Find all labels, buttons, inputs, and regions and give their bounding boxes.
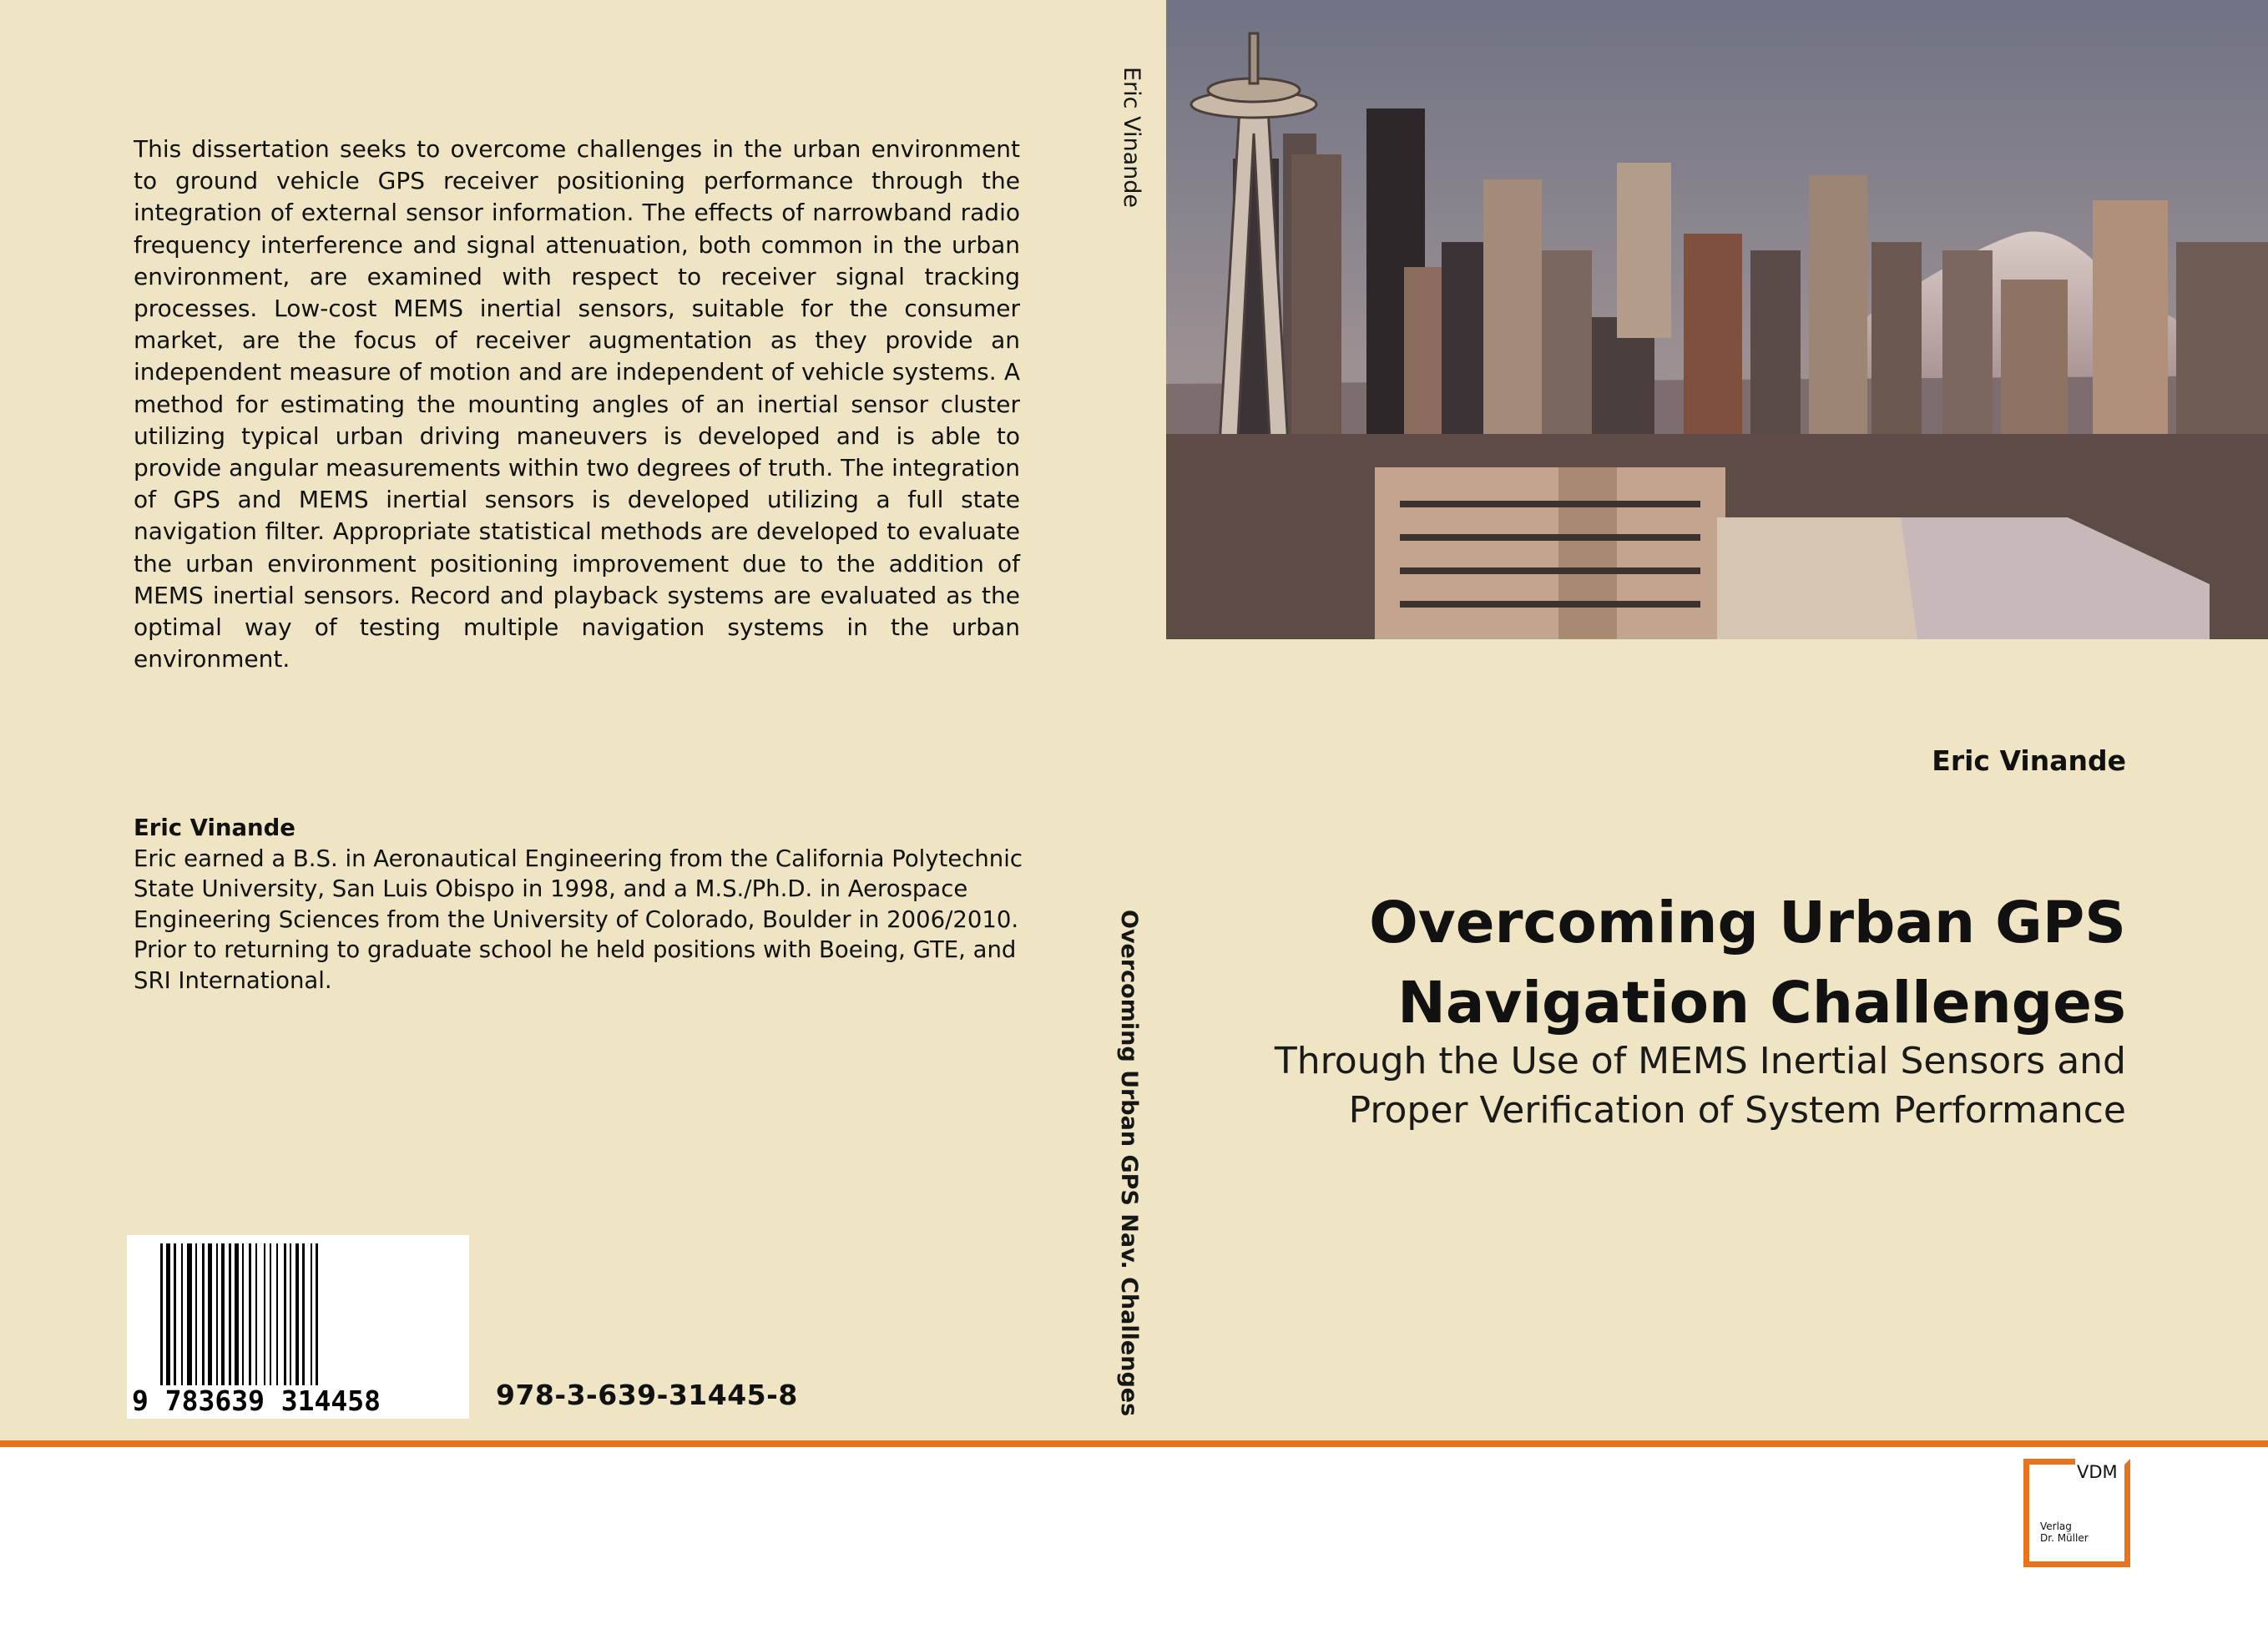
back-cover-blurb: This dissertation seeks to overcome challenges in the urban environment to ground vehicle GPS receiver positioning performance through the integration of external sensor information. The effects of narrowband radio frequency interference and signal attenuation, both common in the urban environment, are examined with respect to receiver signal tracking processes. Low-cost MEMS inertial sensors, suitable for the consumer market, are the focus of receiver augmentation as they provide an independent measure of motion and are independent of vehicle systems. A method for estimating the mounting angles of an inertial sensor cluster utilizing typical urban driving maneuvers is developed and is able to provide angular measurements within two degrees of truth. The integration of GPS and MEMS inertial sensors is developed utilizing a full state navigation filter. Appropriate statistical methods are developed to evaluate the urban environment positioning improvement due to the addition of MEMS inertial sensors. Record and playback systems are evaluated as the optimal way of testing multiple navigation systems in the urban environment.: [134, 135, 1020, 673]
logo-text: VDM: [2077, 1462, 2118, 1482]
author-bio: [134, 813, 1027, 996]
barcode-bar: [295, 1243, 299, 1385]
title-line: Overcoming Urban GPS: [1369, 890, 2126, 956]
logo-verlag: [2040, 1521, 2089, 1544]
bio-line: Engineering Sciences from the University of Colorado, Boulder in 2006/2010.: [134, 905, 1019, 933]
barcode-bar: [195, 1243, 197, 1385]
barcode-bar: [316, 1243, 318, 1385]
bio-line: Prior to returning to graduate school he held positions with Boeing, GTE, and: [134, 936, 1017, 963]
barcode-bar: [249, 1243, 251, 1385]
front-author: Eric Vinande: [1932, 744, 2126, 777]
barcode-bar: [202, 1243, 205, 1385]
barcode-bar: [255, 1243, 257, 1385]
spine-title: Overcoming Urban GPS Nav. Challenges: [1116, 910, 1142, 1417]
verlag-line: Verlag: [2040, 1521, 2072, 1532]
barcode-bar: [284, 1243, 286, 1385]
accent-stripe: [0, 1440, 2268, 1447]
isbn-number: 978-3-639-31445-8: [496, 1379, 798, 1411]
barcode-bar: [264, 1243, 265, 1385]
bio-line: SRI International.: [134, 966, 332, 994]
barcode: [127, 1235, 469, 1419]
publisher-logo: [2023, 1459, 2129, 1566]
logo-frame-top: [2023, 1459, 2075, 1465]
barcode-bar: [290, 1243, 291, 1385]
barcode-bar: [174, 1243, 176, 1385]
barcode-bar: [221, 1243, 225, 1385]
barcode-bar: [242, 1243, 244, 1385]
barcode-bar: [216, 1243, 218, 1385]
book-subtitle: [1141, 1036, 2126, 1135]
barcode-bar: [166, 1243, 170, 1385]
barcode-bar: [276, 1243, 278, 1385]
bio-line: Eric earned a B.S. in Aeronautical Engineering from the California Polytechnic: [134, 845, 1023, 872]
seattle-skyline-photo: [1166, 0, 2268, 639]
barcode-bar: [187, 1243, 192, 1385]
bio-line: State University, San Luis Obispo in 1998, and a M.S./Ph.D. in Aerospace: [134, 875, 968, 902]
barcode-bar: [302, 1243, 305, 1385]
barcode-bar: [229, 1243, 231, 1385]
title-line: Navigation Challenges: [1397, 970, 2126, 1036]
spine-author: Eric Vinande: [1119, 67, 1144, 208]
barcode-bar: [270, 1243, 271, 1385]
bottom-band: [0, 1447, 2268, 1634]
verlag-line: Dr. Müller: [2040, 1532, 2089, 1544]
book-title: [1141, 883, 2126, 1043]
barcode-bar: [181, 1243, 183, 1385]
barcode-bar: [235, 1243, 239, 1385]
barcode-bar: [160, 1243, 163, 1385]
barcode-bar: [311, 1243, 312, 1385]
barcode-digits: 9 783639 314458: [132, 1384, 381, 1417]
bio-author-name: Eric Vinande: [134, 814, 295, 841]
subtitle-line: Proper Verification of System Performance: [1348, 1089, 2126, 1132]
barcode-bars: [127, 1235, 469, 1419]
subtitle-line: Through the Use of MEMS Inertial Sensors and: [1274, 1040, 2126, 1082]
barcode-bar: [208, 1243, 212, 1385]
